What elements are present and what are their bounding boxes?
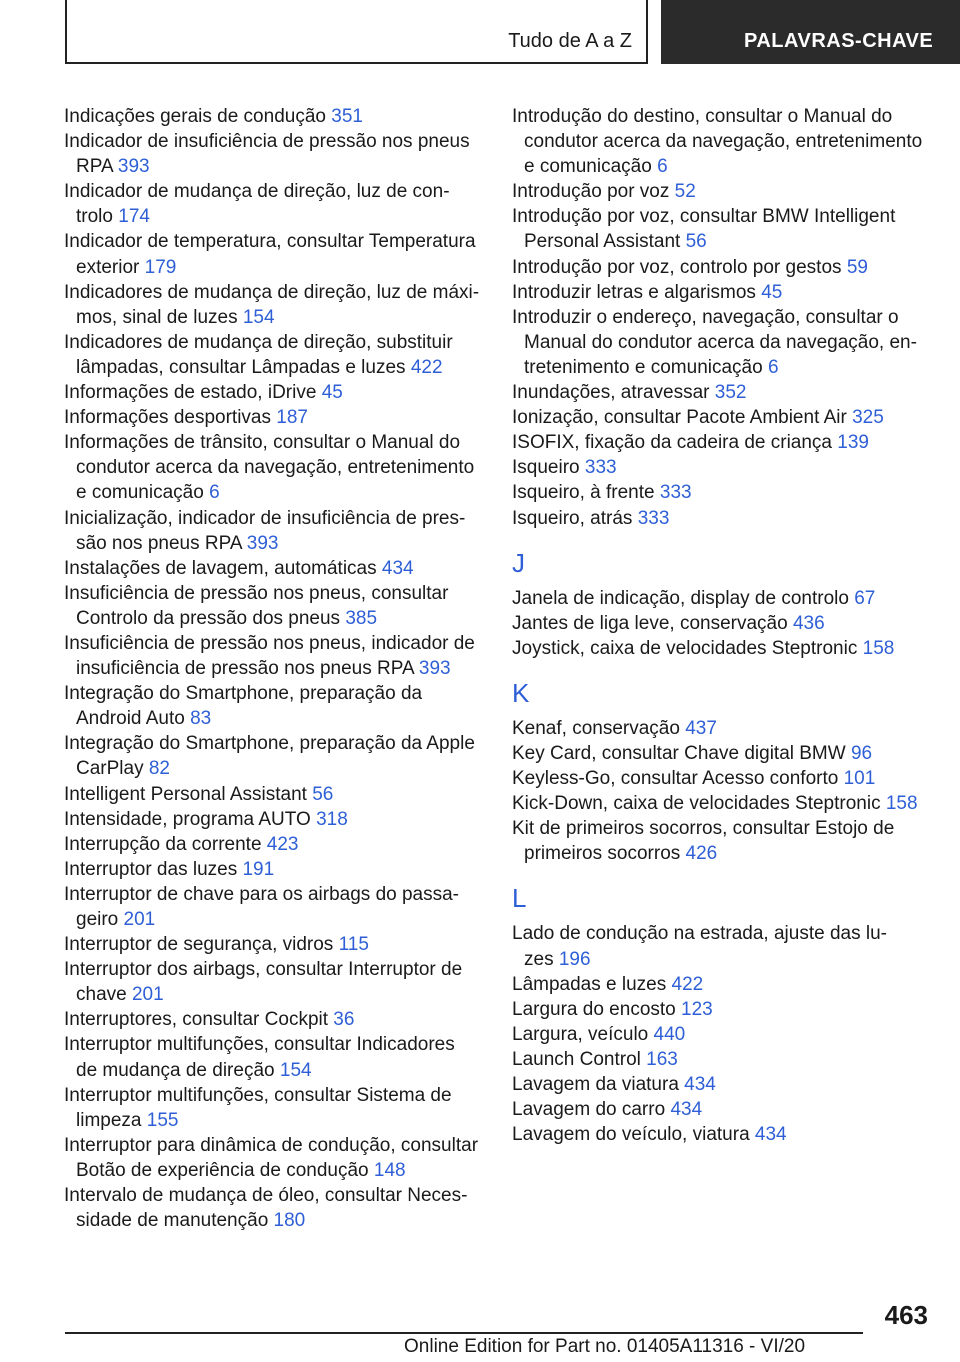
- index-entry: [512, 741, 930, 766]
- index-entry-text: Lavagem do carro: [512, 1099, 666, 1121]
- index-entry-text: Ionização, consultar Pacote Ambient Air: [512, 407, 847, 429]
- page-reference-link[interactable]: 423: [266, 833, 299, 855]
- page-reference-link[interactable]: 393: [246, 532, 279, 554]
- index-entry-text: Interruptor para dinâmica de condução, consultar: [64, 1134, 479, 1156]
- index-entry-text: Kick-Down, caixa de velocidades Steptronic: [512, 793, 881, 815]
- index-entry: [64, 229, 482, 279]
- index-column-right: [512, 104, 930, 1147]
- index-entry-text: Indicações gerais de condução: [64, 106, 326, 127]
- index-entry-text: Lado de condução na estrada, ajuste das lu-: [512, 923, 887, 945]
- index-entry-text: ISOFIX, fixação da cadeira de criança: [512, 432, 832, 454]
- index-entry-text: Inundações, atravessar: [512, 382, 710, 404]
- index-entry: [512, 455, 930, 480]
- index-entry: [512, 305, 930, 380]
- index-entry: [64, 1183, 482, 1233]
- index-entry: [64, 681, 482, 731]
- page-reference-link[interactable]: 154: [279, 1059, 312, 1081]
- page-reference-link[interactable]: 436: [792, 612, 825, 634]
- index-entry-text: condutor acerca da navegação, entretenimento: [76, 457, 475, 479]
- index-entry: [512, 1047, 930, 1072]
- index-entry: [512, 586, 930, 611]
- header-title-box: [65, 0, 648, 64]
- page-reference-link[interactable]: 36: [333, 1009, 355, 1031]
- index-entry-text: Kenaf, conservação: [512, 717, 680, 739]
- page-reference-link[interactable]: 196: [558, 948, 591, 970]
- index-entry-text: limpeza: [76, 1109, 142, 1131]
- index-entry-text: Largura, veículo: [512, 1023, 649, 1045]
- index-entry-text: mos, sinal de luzes: [76, 306, 238, 328]
- page-reference-link[interactable]: 325: [852, 407, 884, 429]
- page-reference-link[interactable]: 422: [671, 973, 704, 995]
- index-entry-text: Introdução por voz, consultar BMW Intelligent: [512, 206, 896, 228]
- index-entry-text: exterior: [76, 256, 140, 278]
- index-entry: [64, 932, 482, 957]
- index-entry: [64, 731, 482, 781]
- index-entry-text: Insuficiência de pressão nos pneus, consultar: [64, 582, 449, 604]
- index-entry: [64, 581, 482, 631]
- page-reference-link[interactable]: 174: [118, 206, 150, 228]
- index-entry-text: tretenimento e comunicação: [524, 356, 763, 378]
- index-entry: [64, 1133, 482, 1183]
- page-reference-link[interactable]: 426: [685, 843, 718, 865]
- index-entry-text: Personal Assistant: [524, 231, 681, 253]
- index-entry: [512, 255, 930, 280]
- page-reference-link[interactable]: 67: [854, 587, 876, 609]
- index-entry: [512, 405, 930, 430]
- page-reference-link[interactable]: 148: [373, 1159, 406, 1181]
- page-reference-link[interactable]: 101: [843, 768, 876, 790]
- index-entry-text: Introdução por voz: [512, 181, 670, 203]
- index-entry-text: Informações desportivas: [64, 407, 271, 429]
- page-reference-link[interactable]: 82: [148, 758, 170, 780]
- index-entry-text: Intensidade, programa AUTO: [64, 808, 311, 830]
- page-reference-link[interactable]: 45: [761, 281, 783, 303]
- index-entry: [512, 997, 930, 1022]
- page-reference-link[interactable]: 83: [190, 708, 212, 730]
- index-entry: [512, 972, 930, 997]
- index-entry: [512, 1022, 930, 1047]
- index-entry-text: Intelligent Personal Assistant: [64, 783, 307, 805]
- page-reference-link[interactable]: 385: [345, 607, 378, 629]
- index-entry-text: Informações de trânsito, consultar o Manual do: [64, 432, 461, 454]
- index-entry: [64, 832, 482, 857]
- page-reference-link[interactable]: 333: [584, 457, 617, 479]
- page-reference-link[interactable]: 434: [670, 1099, 703, 1121]
- page-reference-link[interactable]: 115: [338, 934, 369, 956]
- index-entry-text: Interrupção da corrente: [64, 833, 262, 855]
- page-reference-link[interactable]: 191: [242, 858, 275, 880]
- page-reference-link[interactable]: 201: [123, 909, 156, 930]
- index-entry-text: CarPlay: [76, 758, 144, 780]
- index-entry-text: Indicador de temperatura, consultar Temperatura: [64, 231, 476, 253]
- index-entry: [64, 1032, 482, 1082]
- index-entry-text: e comunicação: [524, 156, 652, 178]
- index-entry-text: Isqueiro, atrás: [512, 507, 633, 529]
- index-entry-text: Introdução do destino, consultar o Manual do: [512, 106, 893, 127]
- page-reference-link[interactable]: 180: [273, 1210, 306, 1232]
- index-entry: [64, 380, 482, 405]
- index-entry-text: Jantes de liga leve, conservação: [512, 612, 788, 634]
- index-entry: [64, 882, 482, 932]
- page-number: 463: [884, 1300, 928, 1330]
- index-entry-text: de mudança de direção: [76, 1059, 275, 1081]
- index-entry-text: Launch Control: [512, 1048, 641, 1070]
- index-entry-text: Manual do condutor acerca da navegação, en-: [524, 331, 917, 353]
- index-entry: [512, 204, 930, 254]
- index-entry: [512, 636, 930, 661]
- index-entry: [512, 816, 930, 866]
- index-entry-text: trolo: [76, 206, 113, 228]
- index-entry: [512, 611, 930, 636]
- index-entry: [512, 179, 930, 204]
- index-entry: [512, 280, 930, 305]
- page-reference-link[interactable]: 434: [381, 557, 414, 579]
- page-reference-link[interactable]: 437: [685, 717, 717, 739]
- index-entry: [64, 807, 482, 832]
- index-entry-text: Interruptor de chave para os airbags do passa-: [64, 883, 460, 905]
- page-reference-link[interactable]: 56: [312, 783, 334, 805]
- index-entry: [64, 556, 482, 581]
- index-letter-heading: L: [512, 883, 527, 914]
- page-reference-link[interactable]: 422: [410, 356, 443, 378]
- page-reference-link[interactable]: 434: [684, 1074, 716, 1095]
- index-entry-text: chave: [76, 984, 127, 1006]
- index-entry: [64, 129, 482, 179]
- page-reference-link[interactable]: 59: [846, 256, 868, 278]
- index-entry-text: Intervalo de mudança de óleo, consultar Neces-: [64, 1185, 468, 1207]
- page-reference-link[interactable]: 158: [885, 793, 918, 815]
- index-entry-text: Botão de experiência de condução: [76, 1159, 369, 1181]
- index-entry-text: Keyless-Go, consultar Acesso conforto: [512, 768, 839, 790]
- header-title: Tudo de A a Z: [508, 30, 632, 52]
- index-entry: [64, 104, 482, 129]
- index-entry-text: Interruptor multifunções, consultar Indicadores: [64, 1034, 455, 1056]
- header-section-tab: [661, 0, 960, 64]
- index-entry: [64, 506, 482, 556]
- page-reference-link[interactable]: 6: [767, 356, 779, 378]
- page-reference-link[interactable]: 45: [321, 382, 343, 404]
- page-reference-link[interactable]: 123: [681, 998, 713, 1020]
- index-entry-text: e comunicação: [76, 482, 204, 504]
- header-section-label: PALAVRAS-CHAVE: [744, 30, 934, 52]
- page-reference-link[interactable]: 352: [714, 382, 747, 404]
- page-reference-link[interactable]: 96: [850, 742, 873, 764]
- index-entry-text: são nos pneus RPA: [76, 532, 242, 554]
- index-entry-text: Informações de estado, iDrive: [64, 382, 317, 404]
- index-entry-text: Isqueiro: [512, 457, 580, 479]
- index-entry-text: lâmpadas, consultar Lâmpadas e luzes: [76, 356, 406, 378]
- index-entry-text: Joystick, caixa de velocidades Steptronic: [512, 637, 858, 659]
- page-reference-link[interactable]: 434: [754, 1124, 787, 1146]
- index-entry-text: Controlo da pressão dos pneus: [76, 607, 341, 629]
- index-entry-text: Indicadores de mudança de direção, luz de máxi-: [64, 281, 480, 303]
- index-entry-text: geiro: [76, 909, 119, 930]
- index-entry: [512, 716, 930, 741]
- index-entry-text: sidade de manutenção: [76, 1210, 269, 1232]
- index-entry-text: Kit de primeiros socorros, consultar Estojo de: [512, 818, 895, 840]
- index-entry-text: Integração do Smartphone, preparação da: [64, 683, 423, 705]
- page-reference-link[interactable]: 333: [637, 507, 670, 529]
- page-reference-link[interactable]: 201: [131, 984, 164, 1006]
- page-reference-link[interactable]: 56: [685, 231, 707, 253]
- page-reference-link[interactable]: 139: [837, 432, 869, 454]
- footer-edition: Online Edition for Part no. 01405A11316 - VI/20: [404, 1336, 806, 1357]
- index-entry-text: Indicadores de mudança de direção, substituir: [64, 331, 453, 353]
- index-entry: [64, 405, 482, 430]
- index-entry-text: Introdução por voz, controlo por gestos: [512, 256, 842, 278]
- index-entry-text: Interruptores, consultar Cockpit: [64, 1009, 329, 1031]
- page-reference-link[interactable]: 52: [674, 181, 696, 203]
- index-column-left: [64, 104, 482, 1233]
- index-entry-text: Indicador de mudança de direção, luz de con-: [64, 181, 450, 203]
- index-entry-text: Lavagem da viatura: [512, 1074, 679, 1095]
- index-entry: [64, 782, 482, 807]
- page-reference-link[interactable]: 6: [657, 156, 668, 178]
- index-entry: [64, 957, 482, 1007]
- index-entry: [64, 280, 482, 330]
- page-reference-link[interactable]: 187: [276, 407, 308, 429]
- index-letter-heading: K: [512, 677, 530, 708]
- index-entry-text: Interruptor das luzes: [64, 858, 238, 880]
- page-reference-link[interactable]: 155: [146, 1109, 179, 1131]
- index-entry-text: Android Auto: [76, 708, 185, 730]
- index-entry-text: Introduzir letras e algarismos: [512, 281, 756, 303]
- index-entry-text: Janela de indicação, display de controlo: [512, 587, 849, 609]
- index-entry: [512, 104, 930, 179]
- index-entry-text: Key Card, consultar Chave digital BMW: [512, 742, 846, 764]
- index-entry: [64, 1083, 482, 1133]
- page-reference-link[interactable]: 179: [144, 256, 177, 278]
- index-entry: [512, 430, 930, 455]
- index-entry: [512, 766, 930, 791]
- index-entry-text: Introduzir o endereço, navegação, consultar o: [512, 306, 899, 328]
- page-reference-link[interactable]: 393: [418, 658, 451, 680]
- index-entry-text: Interruptor multifunções, consultar Sistema de: [64, 1084, 452, 1106]
- index-entry-text: condutor acerca da navegação, entretenimento: [524, 131, 923, 153]
- page-reference-link[interactable]: 158: [862, 637, 895, 659]
- index-entry: [64, 430, 482, 505]
- index-entry: [64, 179, 482, 229]
- index-entry: [512, 506, 930, 531]
- index-entry-text: zes: [524, 948, 554, 970]
- index-entry: [512, 791, 930, 816]
- index-entry-text: Largura do encosto: [512, 998, 676, 1020]
- index-letter-heading: J: [512, 547, 525, 578]
- index-entry-text: Lavagem do veículo, viatura: [512, 1124, 750, 1146]
- page-reference-link[interactable]: 6: [209, 482, 220, 504]
- index-entry-text: Isqueiro, à frente: [512, 482, 655, 504]
- page-reference-link[interactable]: 154: [242, 306, 275, 328]
- index-entry-text: Interruptor dos airbags, consultar Interruptor de: [64, 959, 463, 981]
- index-entry: [512, 380, 930, 405]
- index-entry-text: primeiros socorros: [524, 843, 681, 865]
- index-entry-text: insuficiência de pressão nos pneus RPA: [76, 658, 414, 680]
- index-entry-text: Insuficiência de pressão nos pneus, indicador de: [64, 632, 475, 654]
- page-reference-link[interactable]: 318: [316, 808, 348, 830]
- index-entry: [64, 330, 482, 380]
- index-entry-text: Lâmpadas e luzes: [512, 973, 667, 995]
- index-entry: [512, 921, 930, 971]
- index-entry-text: Integração do Smartphone, preparação da Apple: [64, 733, 475, 755]
- page-reference-link[interactable]: 351: [331, 106, 363, 127]
- index-entry: [512, 1122, 930, 1147]
- index-entry: [64, 1007, 482, 1032]
- index-entry: [64, 857, 482, 882]
- index-entry-text: Indicador de insuficiência de pressão nos pneus: [64, 131, 470, 153]
- page-reference-link[interactable]: 333: [659, 482, 692, 504]
- page-reference-link[interactable]: 163: [646, 1048, 678, 1070]
- footer-rule: [65, 1332, 863, 1334]
- index-entry-text: Inicialização, indicador de insuficiência de pres-: [64, 507, 466, 529]
- index-entry: [512, 1097, 930, 1122]
- page-reference-link[interactable]: 393: [117, 156, 150, 178]
- index-entry: [512, 480, 930, 505]
- page-reference-link[interactable]: 440: [653, 1023, 686, 1045]
- index-entry: [64, 631, 482, 681]
- index-entry-text: Instalações de lavagem, automáticas: [64, 557, 377, 579]
- index-entry: [512, 1072, 930, 1097]
- index-entry-text: RPA: [76, 156, 113, 178]
- index-entry-text: Interruptor de segurança, vidros: [64, 934, 334, 956]
